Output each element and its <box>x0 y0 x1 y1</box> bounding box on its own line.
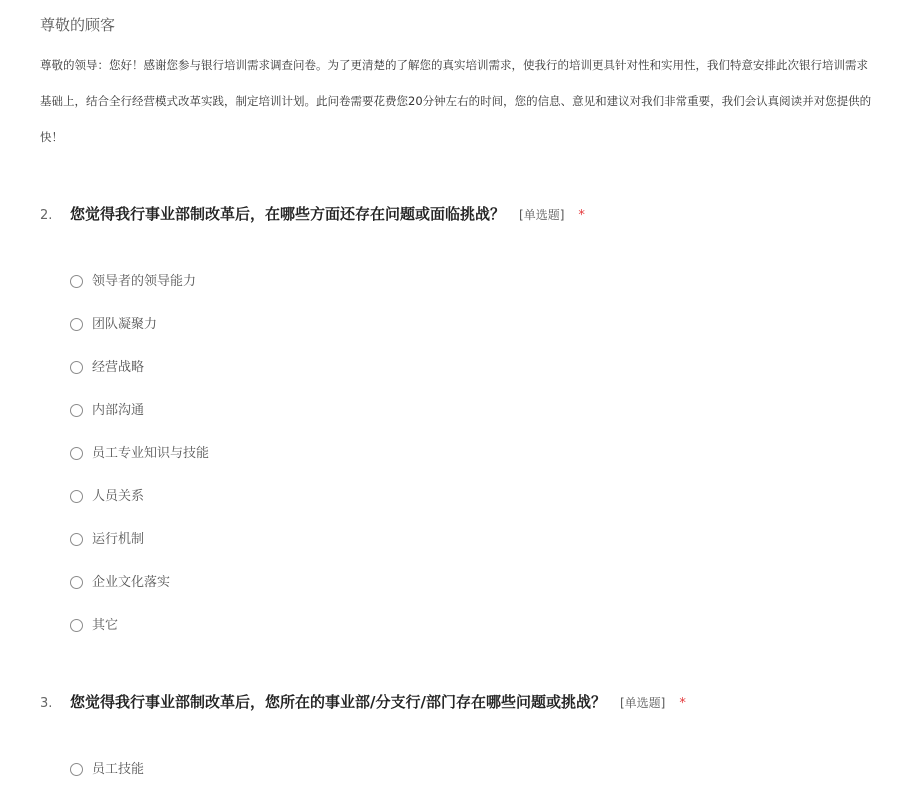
radio-button[interactable] <box>70 318 83 331</box>
option-label[interactable]: 人员关系 <box>92 489 145 504</box>
radio-button[interactable] <box>70 275 83 288</box>
question-3-options <box>70 761 470 800</box>
question-text: 您觉得我行事业部制改革后，在哪些方面还存在问题或面临挑战？ <box>70 205 506 223</box>
option-personnel-relations[interactable] <box>70 488 470 531</box>
question-number: 2. <box>40 208 53 223</box>
intro-line: 基础上，结合全行经营模式改革实践，制定培训计划。此问卷需要花费您20分钟左右的时间，您的信息、意见和建议对我们非常重要，我们会认真阅读并对您提供的 <box>40 94 872 108</box>
radio-button[interactable] <box>70 576 83 589</box>
option-label[interactable]: 团队凝聚力 <box>92 317 158 332</box>
option-staff-skills[interactable] <box>70 445 470 488</box>
radio-button[interactable] <box>70 447 83 460</box>
option-operating-mechanism[interactable] <box>70 531 470 574</box>
question-text: 您觉得我行事业部制改革后，您所在的事业部/分支行/部门存在哪些问题或挑战？ <box>70 693 606 711</box>
option-staff-skill[interactable] <box>70 761 470 800</box>
option-label[interactable]: 运行机制 <box>92 532 145 547</box>
intro-line: 尊敬的领导：您好！感谢您参与银行培训需求调查问卷。为了更清楚的了解您的真实培训需求，使我行的培训更具针对性和实用性，我们特意安排此次银行培训需求 <box>40 58 868 72</box>
radio-button[interactable] <box>70 490 83 503</box>
radio-button[interactable] <box>70 404 83 417</box>
option-label[interactable]: 领导者的领导能力 <box>92 274 197 289</box>
question-type-badge: [单选题] <box>619 696 666 710</box>
option-label[interactable]: 经营战略 <box>92 360 145 375</box>
question-3-header <box>40 691 900 712</box>
option-label[interactable]: 其它 <box>92 618 119 633</box>
option-label[interactable]: 内部沟通 <box>92 403 145 418</box>
question-2-header <box>40 203 900 224</box>
radio-button[interactable] <box>70 619 83 632</box>
option-leadership[interactable] <box>70 273 470 316</box>
option-team-cohesion[interactable] <box>70 316 470 359</box>
option-internal-communication[interactable] <box>70 402 470 445</box>
option-other[interactable] <box>70 617 470 660</box>
question-number: 3. <box>40 696 53 711</box>
intro-paragraph <box>40 50 900 158</box>
question-type-badge: [单选题] <box>519 208 565 222</box>
required-mark: * <box>679 696 686 711</box>
radio-button[interactable] <box>70 361 83 374</box>
question-2-options <box>70 273 470 660</box>
required-mark: * <box>578 208 585 223</box>
intro-line: 快！ <box>40 130 63 144</box>
page-title: 尊敬的顾客 <box>40 16 116 34</box>
radio-button[interactable] <box>70 533 83 546</box>
radio-button[interactable] <box>70 763 83 776</box>
option-corporate-culture[interactable] <box>70 574 470 617</box>
option-business-strategy[interactable] <box>70 359 470 402</box>
option-label[interactable]: 员工技能 <box>92 762 145 777</box>
option-label[interactable]: 企业文化落实 <box>92 575 171 590</box>
option-label[interactable]: 员工专业知识与技能 <box>92 446 210 461</box>
